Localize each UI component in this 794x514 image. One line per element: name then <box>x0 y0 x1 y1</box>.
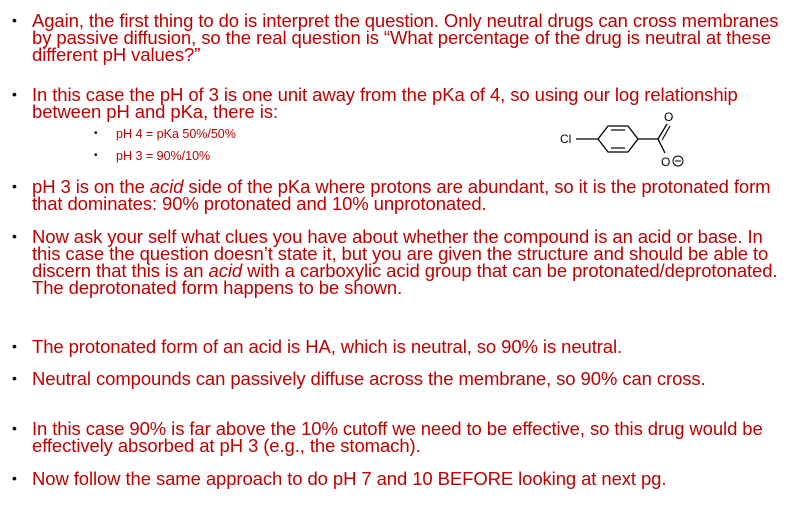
bullet-text: Now follow the same approach to do pH 7 and 10 BEFORE looking at next pg. <box>32 468 667 489</box>
bullet-5 <box>12 338 782 355</box>
bullet-8 <box>12 470 782 487</box>
bullet-text: Now ask your self what clues you have about whether the compound is an acid or base. In this case the question doesn’t state it, but you are given the structure and should be able to discern that this is an acid with a carboxylic acid group that can be protonated/deprotonated. The deprotonated form happens to be shown. <box>32 226 778 298</box>
bullet-dot: • <box>12 178 17 194</box>
bullet-dot: • <box>12 12 17 28</box>
anion-oxygen-label: O <box>661 155 671 169</box>
bullet-dot: • <box>12 370 17 386</box>
carbonyl-oxygen-label: O <box>664 110 674 124</box>
bullet-6 <box>12 370 782 387</box>
bullet-7 <box>12 420 782 454</box>
bullet-dot: • <box>12 228 17 244</box>
sub-bullet-text: pH 4 = pKa 50%/50% <box>116 127 236 141</box>
bullet-4 <box>12 228 782 296</box>
bullet-1 <box>12 12 782 63</box>
sub-bullet-text: pH 3 = 90%/10% <box>116 149 211 163</box>
bullet-3 <box>12 178 782 212</box>
bullet-text: In this case 90% is far above the 10% cutoff we need to be effective, so this drug would be effectively absorbed at pH 3 (e.g., the stomach). <box>32 418 763 456</box>
bullet-dot: • <box>12 420 17 436</box>
sub-bullet-2 <box>94 148 210 164</box>
bullet-text: pH 3 is on the acid side of the pKa where protons are abundant, so it is the protonated form that dominates: 90% protonated and 10% unprotonated. <box>32 176 771 214</box>
bullet-text: The protonated form of an acid is HA, which is neutral, so 90% is neutral. <box>32 336 623 357</box>
chlorine-label: Cl <box>560 132 572 146</box>
bullet-dot: • <box>12 470 17 486</box>
bullet-text: Again, the first thing to do is interpret the question. Only neutral drugs can cross membranes by passive diffusion, so the real question is “What percentage of the drug is neutral at these different pH values?” <box>32 10 779 65</box>
sub-bullet-dot: • <box>94 150 98 161</box>
sub-bullet-dot: • <box>94 128 98 139</box>
bullet-text: In this case the pH of 3 is one unit away from the pKa of 4, so using our log relationship between pH and pKa, there is: <box>32 84 738 122</box>
bullet-dot: • <box>12 338 17 354</box>
bullet-dot: • <box>12 86 17 102</box>
bullet-text: Neutral compounds can passively diffuse across the membrane, so 90% can cross. <box>32 368 706 389</box>
sub-bullet-1 <box>94 126 236 142</box>
chlorobenzoate-structure <box>560 110 700 174</box>
